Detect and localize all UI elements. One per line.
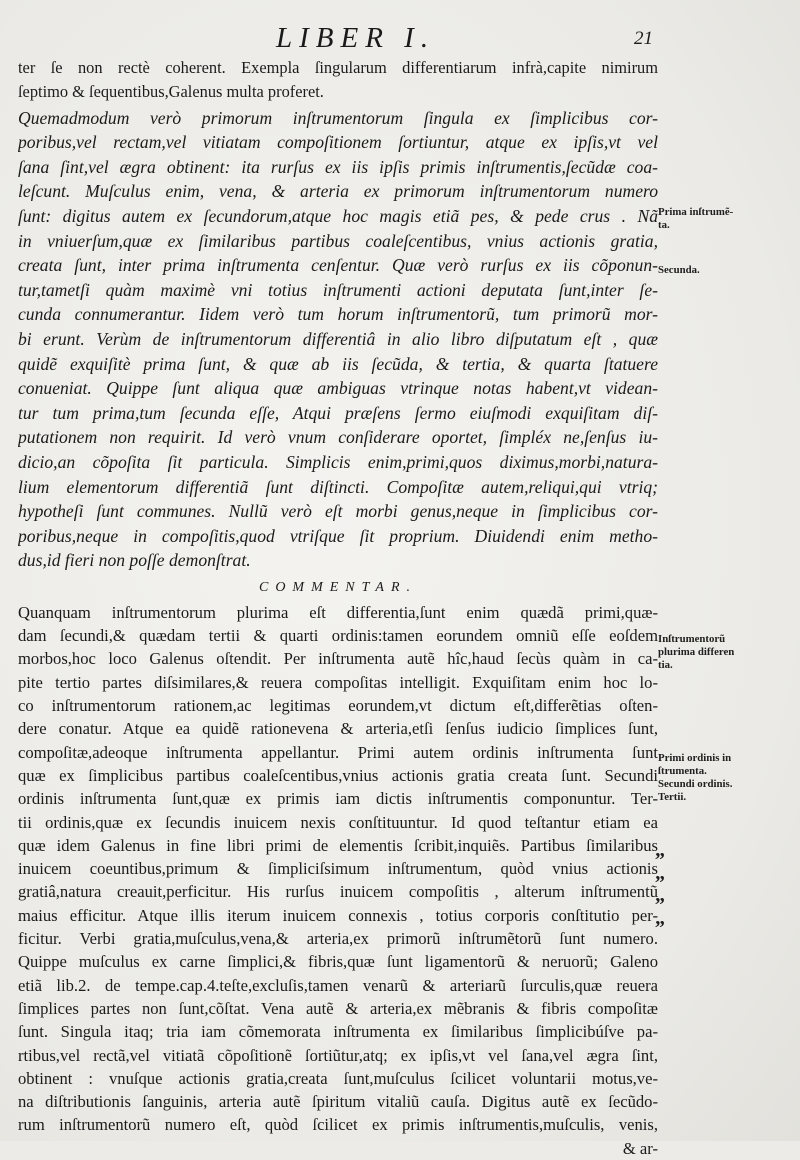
text-line: creata ſunt, inter prima inſtrumenta cenſentur. Quæ verò rurſus ex iis cõponun-: [18, 255, 658, 276]
margin-note-line: ſtrumenta.: [658, 765, 707, 777]
text-line: rum inſtrumentorũ numero eſt, quòd ſcilicet ex primis inſtrumentis,muſculis, venis,: [18, 1115, 658, 1135]
text-line: co inſtrumentorum rationem,ac legitimas eorundem,vt dictum eſt,differẽtias oſten-: [18, 696, 658, 716]
text-line: obtinent : vnuſque actionis gratia,creata ſunt,muſculus ſcilicet voluntarii motus,ve-: [18, 1068, 658, 1088]
text-line: dere conatur. Atque ea quidẽ rationevena & arteria,etſi ſenſus iudicio ſimplices ſunt,: [18, 719, 658, 739]
text-line: maius efficitur. Atque illis iterum inuicem connexis , totius corporis conſtitutio per-: [18, 905, 658, 925]
running-title: LIBER I.: [276, 22, 436, 54]
text-line: quæ idem Galenus in fine libri primi de elementis ſcribit,inquiẽs. Partibus ſimilaribus: [18, 835, 658, 855]
margin-note-ordines: [658, 752, 798, 804]
text-line: tur tum prima,tum ſecunda eſſe, Atqui præſens ſermo eiuſmodi exquiſitam diſ-: [18, 402, 658, 423]
text-line: dus,id fieri non poſſe demonſtrat.: [18, 550, 251, 571]
margin-note-line: ta.: [658, 219, 670, 231]
text-line: conueniat. Quippe ſunt aliqua quæ ambiguas vtrinque notas habent,vt videan-: [18, 378, 658, 399]
margin-note-line: Primi ordinis in: [658, 752, 732, 764]
quote-mark: „: [655, 839, 665, 861]
text-line: ſunt: digitus autem ex ſecundorum,atque hoc magis etiã pes, & pede crus . Nã: [18, 205, 658, 226]
text-line: putationem non requirit. Id verò vnum conſiderare oportet, ſimpléx ne,ſenſus iu-: [18, 427, 658, 448]
text-line: poribus,neque in compoſitis,quod vtriſque ſit proprium. Diuidendi enim metho-: [18, 525, 658, 546]
commentary-heading: COMMENTAR.: [258, 579, 417, 595]
text-line: ſunt. Singula itaq; tria iam cõmemorata inſtrumenta ex ſimilaribus ſimplicibúſve pa-: [18, 1022, 658, 1042]
text-line: Quemadmodum verò primorum inſtrumentorum ſingula ex ſimplicibus cor-: [18, 107, 658, 128]
text-line: quæ ex ſimplicibus partibus coaleſcentibus,vnius actionis gratia creata ſunt. Secundi: [18, 765, 658, 785]
text-line: Quippe muſculus ex carne ſimplici,& fibris,quæ ſunt ligamentorũ & neruorũ; Galeno: [18, 952, 658, 972]
text-line: ſana ſint,vel ægra obtinent: ita rurſus ex iis ipſis primis inſtrumentis,ſecũdæ coa-: [18, 156, 658, 177]
text-line: ſimplices partes non ſunt,cõſtat. Vena autẽ & arteria,ex mẽbranis & fibris compoſitæ: [18, 998, 658, 1018]
text-line: morbos,hoc loco Galenus oſtendit. Per inſtrumenta autẽ hîc,haud ſecùs quàm in ca-: [18, 649, 658, 669]
margin-note-line: Secunda.: [658, 264, 700, 276]
margin-note-line: Tertii.: [658, 791, 687, 803]
bleed-through-text: [660, 170, 790, 182]
text-line: dicio,an cõpoſita ſit particula. Simplicis enim,primi,quos diximus,morbi,natura-: [18, 451, 658, 472]
galen-text: [18, 106, 658, 573]
quote-mark: „: [655, 884, 665, 906]
margin-note-line: Secundi ordinis.: [658, 778, 733, 790]
margin-note-prima: [658, 206, 798, 232]
text-line: quidẽ exquiſitè prima ſunt, & quæ ab iis ſecũda, & tertia, & quarta ſtatuere: [18, 353, 658, 374]
text-line: ficitur. Verbi gratia,muſculus,vena,& arteria,ex primorũ inſtrumẽtorũ ſunt numero.: [18, 929, 658, 949]
text-line: leſcunt. Muſculus enim, vena, & arteria ex primorum inſtrumentorum numero: [18, 181, 658, 202]
text-line: etiã lib.2. de tempe.cap.4.teſte,excluſis,tamen venarũ & arteriarũ ſurculis,quæ reuera: [18, 975, 658, 995]
text-line: ſeptimo & ſequentibus,Galenus multa proferet.: [18, 81, 324, 101]
text-line: lium elementorum differentiã ſunt diſtincti. Compoſitæ autem,reliqui,qui vtriq;: [18, 476, 658, 497]
text-line: ter ſe non rectè coherent. Exempla ſingularum differentiarum infrà,capite nimirum: [18, 58, 658, 77]
quote-mark: „: [655, 862, 665, 884]
text-line: bi erunt. Verùm de inſtrumentorum differentiâ in alio libro diſputatum eſt , quæ: [18, 328, 658, 349]
running-head: [0, 20, 800, 56]
text-line: cunda connumerantur. Iidem verò tum horum inſtrumentorũ, tum primorũ mor-: [18, 304, 658, 325]
text-line: ordinis inſtrumenta ſunt,quæ ex primis iam dictis inſtrumentis componuntur. Ter-: [18, 789, 658, 809]
text-line: rtibus,vel rectã,vel vitiatã cõpoſitionẽ ſortiũtur,atq; ex ipſis,vt vel ſana,vel ægra ſint,: [18, 1045, 658, 1065]
text-line: inuicem coeuntibus,primum & ſimpliciſsimum inſtrumentum, quòd vnius actionis: [18, 859, 658, 879]
text-line: tii ordinis,quæ ex ſecundis inuicem nexis conſtituuntur. Id quod teſtantur etiam ea: [18, 812, 658, 832]
page-number: 21: [634, 28, 653, 49]
commentary-text: [18, 601, 658, 1160]
text-line: dam ſecundi,& quædam tertii & quarti ordinis:tamen eorundem omniũ eſſe eoſdem: [18, 626, 658, 646]
margin-note-instrumentorum: [658, 633, 798, 672]
text-line: hypotheſi ſunt communes. Nullũ verò eſt morbi genus,neque in ſimplicibus cor-: [18, 501, 658, 522]
quote-mark: „: [655, 907, 665, 929]
margin-note-line: tia.: [658, 659, 673, 671]
text-line: tur,tametſi quàm maximè vni totius inſtrumenti actioni deputata ſunt,inter ſe-: [18, 279, 658, 300]
text-line: pite tertio partes diſsimilares,& reuera compoſitas intelligit. Exquiſitam enim hoc lo-: [18, 672, 658, 692]
text-line: compoſitæ,adeoque inſtrumenta appellantur. Primi autem ordinis inſtrumenta ſunt: [18, 742, 658, 762]
margin-note-line: Inſtrumentorũ: [658, 633, 726, 645]
margin-note-secunda: [658, 264, 798, 277]
margin-note-line: Prima inſtrumẽ-: [658, 206, 734, 218]
margin-note-line: plurima differen: [658, 646, 735, 658]
text-line: gratiâ,natura creauit,perficitur. His rurſus inuicem compoſitis , alterum inſtrumentũ: [18, 882, 658, 902]
text-line: na diſtributionis ſanguinis, arteria autẽ ſpiritum vitaliũ cauſa. Digitus autẽ ex ſecũdo-: [18, 1092, 658, 1112]
text-line: Quanquam inſtrumentorum plurima eſt differentia,ſunt enim quædã primi,quæ-: [18, 602, 658, 622]
text-line: poribus,vel rectam,vel vitiatam compoſitionem ſortiuntur, atque ex ipſis,vt vel: [18, 132, 658, 153]
catchword: & ar-: [622, 1138, 658, 1158]
main-text-block: [18, 56, 658, 1160]
text-line: in vniuerſum,quæ ex ſimilaribus partibus coaleſcentibus, vnius actionis gratia,: [18, 230, 658, 251]
